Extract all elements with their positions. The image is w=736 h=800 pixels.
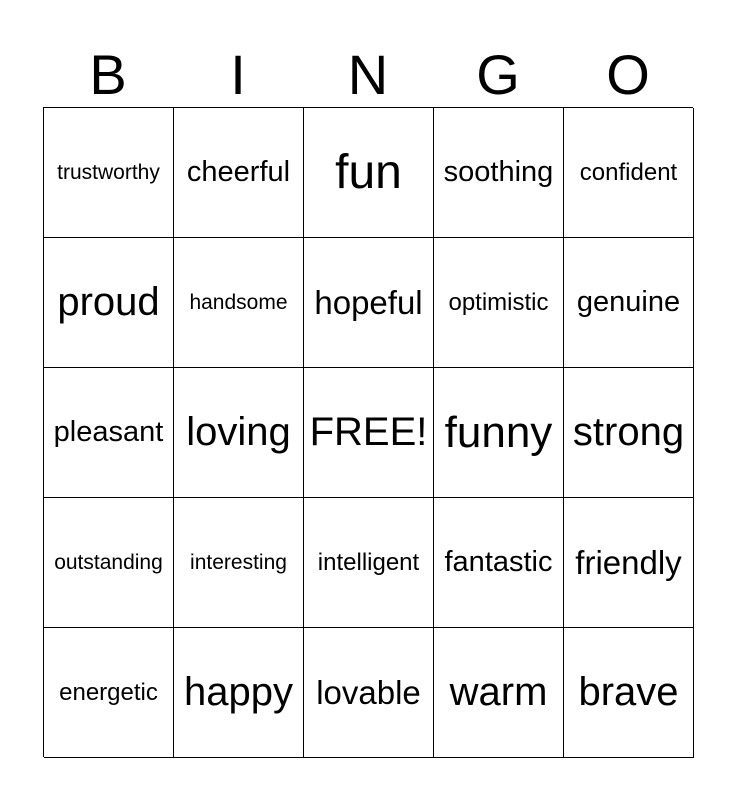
cell-word: interesting [190,550,287,574]
cell-word: hopeful [314,283,423,321]
cell-word: pleasant [53,416,164,448]
bingo-cell[interactable] [564,108,694,238]
cell-word: happy [184,670,293,714]
cell-word: cheerful [186,156,291,188]
bingo-cell-free[interactable] [304,368,434,498]
bingo-cell[interactable] [174,368,304,498]
header-letter-i: I [230,43,246,106]
bingo-cell[interactable] [174,238,304,368]
bingo-card-grid [43,107,693,757]
bingo-header [43,42,693,108]
cell-word: optimistic [448,288,549,316]
cell-word: proud [57,280,160,324]
cell-word: strong [572,410,685,454]
bingo-cell[interactable] [564,238,694,368]
bingo-cell[interactable] [434,238,564,368]
bingo-cell[interactable] [44,368,174,498]
cell-word: loving [186,410,291,454]
cell-word: soothing [443,156,554,188]
cell-word: genuine [576,286,681,318]
cell-word: energetic [59,678,158,706]
header-letter-n: N [347,43,389,106]
cell-word: fantastic [444,546,553,578]
cell-word: lovable [316,673,421,711]
cell-word: friendly [575,543,682,581]
bingo-cell[interactable] [564,368,694,498]
cell-word: intelligent [317,548,420,576]
bingo-cell[interactable] [434,368,564,498]
free-space-label: FREE! [309,410,428,454]
bingo-cell[interactable] [434,498,564,628]
cell-word: outstanding [54,550,163,574]
cell-word: funny [444,407,553,457]
bingo-cell[interactable] [44,498,174,628]
bingo-cell[interactable] [304,108,434,238]
cell-word: confident [579,158,678,186]
cell-word: warm [449,670,548,714]
bingo-cell[interactable] [434,628,564,758]
bingo-cell[interactable] [564,498,694,628]
bingo-cell[interactable] [434,108,564,238]
cell-word: trustworthy [57,160,160,184]
bingo-cell[interactable] [174,498,304,628]
header-letter-g: G [476,43,520,106]
cell-word: fun [335,146,402,199]
bingo-cell[interactable] [304,498,434,628]
bingo-cell[interactable] [304,628,434,758]
bingo-cell[interactable] [44,628,174,758]
bingo-cell[interactable] [174,108,304,238]
cell-word: handsome [189,290,288,314]
cell-word: brave [578,670,679,714]
bingo-cell[interactable] [304,238,434,368]
bingo-cell[interactable] [44,238,174,368]
bingo-cell[interactable] [44,108,174,238]
header-letter-b: B [89,43,127,106]
header-letter-o: O [606,43,650,106]
bingo-cell[interactable] [174,628,304,758]
bingo-cell[interactable] [564,628,694,758]
